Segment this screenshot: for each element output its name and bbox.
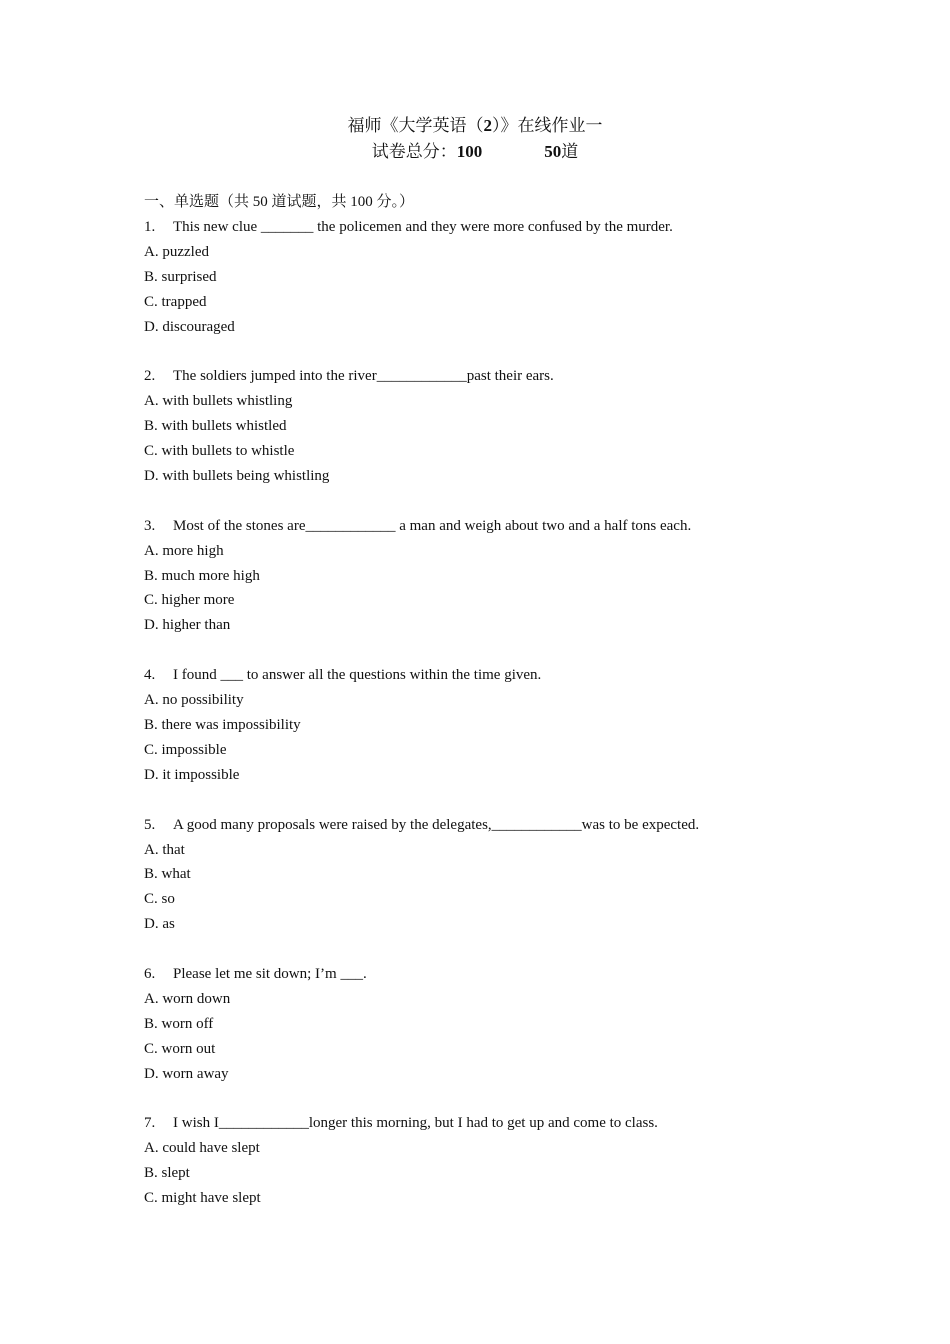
answer-option: A. more high: [144, 542, 224, 559]
answer-option: B. much more high: [144, 567, 260, 584]
question-list: [144, 190, 844, 1211]
question-item: [144, 663, 844, 788]
answer-option: C. impossible: [144, 741, 227, 758]
question-stem: [144, 1111, 844, 1136]
question-text: This new clue _______ the policemen and they were more confused by the murder.: [173, 218, 673, 235]
answer-option: A. with bullets whistling: [144, 393, 293, 410]
question-number: 1.: [144, 218, 156, 235]
question-number: 6.: [144, 966, 156, 983]
answer-option: D. discouraged: [144, 318, 235, 335]
answer-option: B. worn off: [144, 1015, 214, 1032]
question-text: I wish I____________longer this morning, but I had to get up and come to class.: [173, 1115, 658, 1132]
score-summary: [0, 139, 950, 165]
question-number: 3.: [144, 517, 156, 534]
answer-option: A. could have slept: [144, 1140, 260, 1157]
question-stem: [144, 962, 844, 987]
answer-option: A. worn down: [144, 990, 231, 1007]
question-stem: [144, 813, 844, 838]
question-number: 4.: [144, 667, 156, 684]
answer-option: B. with bullets whistled: [144, 418, 287, 435]
answer-option: A. that: [144, 841, 185, 858]
question-stem: [144, 364, 844, 389]
question-text: I found ___ to answer all the questions within the time given.: [173, 667, 542, 684]
question-number: 5.: [144, 816, 156, 833]
document-header: [0, 113, 950, 165]
answer-option: C. with bullets to whistle: [144, 443, 295, 460]
answer-option: D. as: [144, 916, 175, 933]
question-stem: [144, 215, 844, 240]
question-count-value: 50: [544, 142, 562, 161]
answer-option: A. puzzled: [144, 243, 209, 260]
answer-option: C. trapped: [144, 293, 207, 310]
question-number: 7.: [144, 1115, 156, 1132]
title-suffix: ）》在线作业一: [492, 116, 603, 135]
question-item: [144, 364, 844, 489]
answer-option: B. slept: [144, 1165, 190, 1182]
answer-option: A. no possibility: [144, 692, 244, 709]
question-item: [144, 514, 844, 639]
question-item: [144, 813, 844, 938]
answer-option: C. so: [144, 891, 175, 908]
question-text: Most of the stones are____________ a man and weigh about two and a half tons each.: [173, 517, 692, 534]
question-text: Please let me sit down; I’m ___.: [173, 966, 367, 983]
title-course-number: 2: [483, 116, 492, 135]
question-stem: [144, 663, 844, 688]
question-number: 2.: [144, 368, 156, 385]
answer-option: B. surprised: [144, 268, 217, 285]
section-heading: 一、单选题（共 50 道试题，共 100 分。）: [144, 194, 415, 210]
question-text: The soldiers jumped into the river____________past their ears.: [173, 368, 554, 385]
answer-option: D. worn away: [144, 1065, 229, 1082]
question-text: A good many proposals were raised by the delegates,____________was to be expected.: [173, 816, 700, 833]
title-prefix: 福师《大学英语（: [347, 116, 484, 135]
question-item: [144, 962, 844, 1087]
answer-option: C. worn out: [144, 1040, 216, 1057]
question-count-unit: 道: [561, 142, 579, 161]
question-stem: [144, 514, 844, 539]
answer-option: C. higher more: [144, 592, 235, 609]
answer-option: B. there was impossibility: [144, 716, 301, 733]
answer-option: C. might have slept: [144, 1190, 261, 1207]
answer-option: D. higher than: [144, 617, 231, 634]
score-label: 试卷总分：: [371, 142, 457, 161]
answer-option: D. it impossible: [144, 766, 240, 783]
score-value: 100: [456, 142, 483, 161]
questions-container: [144, 215, 844, 1211]
answer-option: B. what: [144, 866, 191, 883]
document-title: [0, 113, 950, 139]
answer-option: D. with bullets being whistling: [144, 467, 330, 484]
question-item: [144, 215, 844, 340]
question-item: [144, 1111, 844, 1211]
